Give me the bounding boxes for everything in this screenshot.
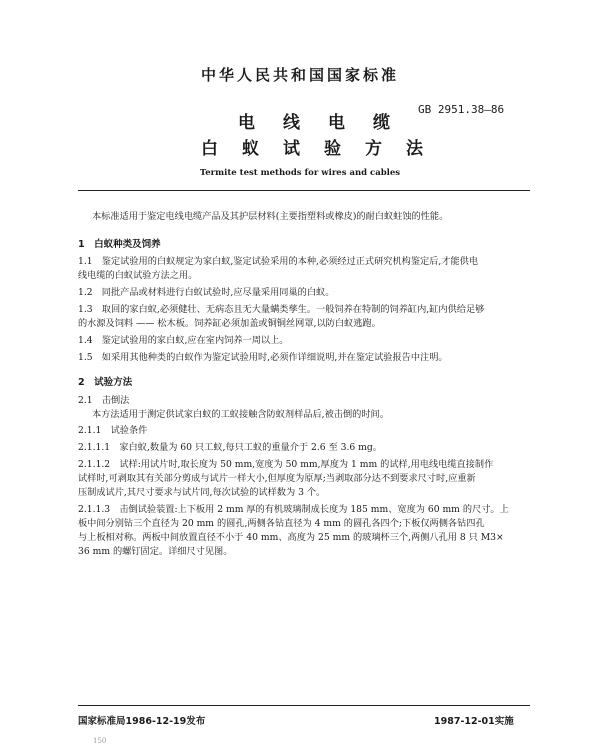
- clause-1-3-line-b: 的水源及饲料 —— 松木板。饲养缸必须加盖或铜铜丝网罩,以防白蚁逃跑。: [78, 318, 381, 329]
- page-number: 150: [93, 737, 107, 745]
- issue-date: 国家标准局1986-12-19发布: [78, 716, 206, 727]
- clause-1-1-line-b: 线电缆的白蚁试验方法之用。: [78, 270, 198, 281]
- title-line-2: 白蚁试验方法: [201, 139, 447, 159]
- effective-date: 1987-12-01实施: [434, 716, 514, 727]
- clause-2-1-1-2-line-c: 压制成试片,其尺寸要求与试片同,每次试验的试样数为 3 个。: [78, 487, 326, 498]
- top-divider: [78, 190, 530, 191]
- national-standard-heading: 中华人民共和国国家标准: [200, 66, 399, 84]
- gb-code: GB 2951.38—86: [418, 103, 505, 116]
- clause-1-3-line-a: 1.3 取回的家白蚁,必须健壮、无病态且无大量螨类孳生。一般饲养在特制的饲养缸内,缸内供给足够: [78, 304, 485, 315]
- clause-1-5: 1.5 如采用其他种类的白蚁作为鉴定试验用时,必须作详细说明,并在鉴定试验报告中注明。: [78, 352, 448, 363]
- clause-2-1-1-2-line-a: 2.1.1.2 试样:用试片时,取长度为 50 mm,宽度为 50 mm,厚度为 1 mm 的试样,用电线电缆直接制作: [78, 459, 494, 470]
- clause-2-1-1-3-line-c: 与上板相对称。两板中间放置直径不小于 40 mm、高度为 25 mm 的玻璃杯三个,两侧八孔用 8 只 M3×: [78, 532, 504, 543]
- clause-1-1-line-a: 1.1 鉴定试验用的白蚁规定为家白蚁,鉴定试验采用的本种,必须经过正式研究机构鉴定后,才能供电: [78, 256, 479, 267]
- clause-2-1-1-1: 2.1.1.1 家白蚁,数量为 60 只工蚁,每只工蚁的重量介于 2.6 至 3.6 mg。: [78, 442, 382, 453]
- english-title: Termite test methods for wires and cables: [199, 168, 401, 178]
- section-2-heading: 2 试验方法: [78, 377, 133, 388]
- clause-2-1-1-3-line-d: 36 mm 的螺钉固定。详细尺寸见图。: [78, 546, 233, 557]
- clause-2-1: 2.1 击倒法: [78, 395, 130, 406]
- bottom-divider: [78, 705, 530, 706]
- clause-2-1-1-3-line-b: 板中间分别钻三个直径为 20 mm 的圆孔,两侧各钻直径为 4 mm 的圆孔各四个;下板仅两侧各钻四孔: [78, 518, 485, 529]
- clause-2-1-1-3-line-a: 2.1.1.3 击倒试验装置:上下板用 2 mm 厚的有机玻璃制成长度为 185 mm、宽度为 60 mm 的尺寸。上: [78, 504, 509, 515]
- intro-paragraph: 本标准适用于鉴定电线电缆产品及其护层材料(主要指塑料或橡皮)的耐白蚁蛀蚀的性能。: [92, 211, 449, 222]
- clause-2-1-1: 2.1.1 试验条件: [78, 425, 148, 436]
- clause-1-2: 1.2 同批产品或材料进行白蚁试验时,应尽量采用同巢的白蚁。: [78, 287, 335, 298]
- clause-2-1-text: 本方法适用于测定供试家白蚁的工蚁接触含防蚁剂样品后,被击倒的时间。: [92, 409, 389, 420]
- title-line-1: 电线电缆: [238, 113, 418, 133]
- clause-1-4: 1.4 鉴定试验用的家白蚁,应在室内饲养一周以上。: [78, 335, 289, 346]
- section-1-heading: 1 白蚁种类及饲养: [78, 239, 161, 250]
- clause-2-1-1-2-line-b: 试样时,可剥取其有关部分剪成与试片一样大小,但厚度为原厚;当剥取部分达不到要求尺寸时,应重新: [78, 473, 476, 484]
